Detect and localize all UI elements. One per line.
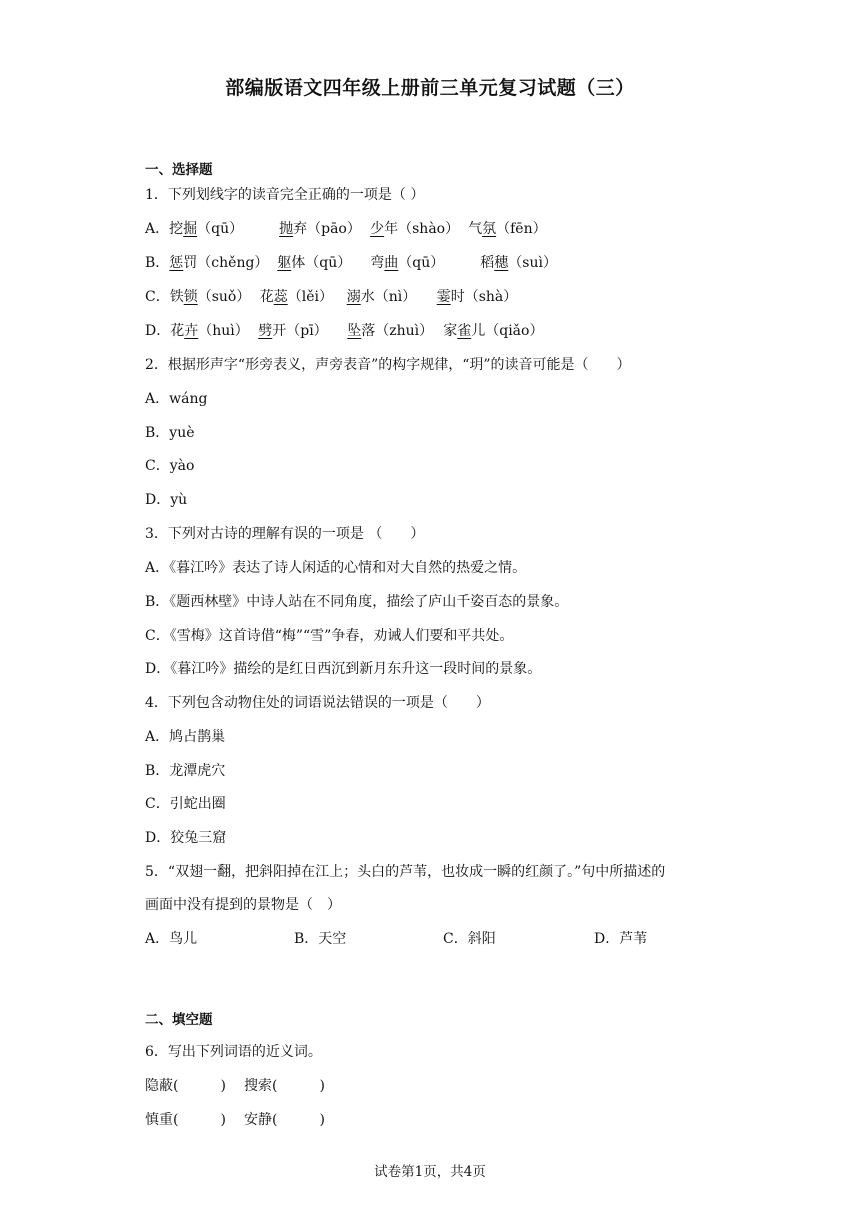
page-title: 部编版语文四年级上册前三单元复习试题（三） [225,77,635,99]
option-item: 花卉（huì） [170,323,249,339]
question-6-word-4: 安静( ) [244,1112,325,1128]
question-3-option-d: D．《暮江吟》描绘的是红日西沉到新月东升这一段时间的景象。 [145,661,542,677]
question-3-option-b: B．《题西林壁》中诗人站在不同角度，描绘了庐山千姿百态的景象。 [145,594,569,610]
page-footer: 试卷第1页，共4页 [374,1164,486,1180]
question-1-stem: 1．下列划线字的读音完全正确的一项是（ ） [145,187,425,203]
question-2-option-c: C．yào [145,458,195,474]
question-1-option-c [145,287,517,307]
question-5-option-d: D．芦苇 [594,931,648,947]
option-item: 霎时（shà） [436,289,518,305]
option-label: B． [145,255,170,271]
option-item: 坠落（zhuì） [347,323,434,339]
question-4-option-c: C．引蛇出圈 [145,796,226,812]
question-6-stem: 6．写出下列词语的近义词。 [145,1044,322,1060]
question-4-stem: 4．下列包含动物住处的词语说法错误的一项是（ ） [145,695,490,711]
question-5-option-a: A．鸟儿 [145,931,198,947]
question-3-stem: 3．下列对古诗的理解有误的一项是 （ ） [145,526,425,542]
question-6-word-2: 搜索( ) [244,1078,325,1094]
section-heading-fill: 二、填空题 [145,1012,213,1028]
option-label: D． [145,323,171,339]
question-2-option-d: D．yù [145,492,188,508]
option-item: 抛弃（pāo） [279,221,361,237]
option-item: 少年（shào） [370,221,460,237]
question-1-option-a [145,219,547,239]
option-item: 溺水（nì） [346,289,417,305]
option-item: 躯体（qū） [277,255,352,271]
question-1-option-d [145,321,543,341]
option-item: 铁锁（suǒ） [169,289,251,305]
question-1-option-b [145,253,557,273]
option-item: 劈开（pī） [258,323,328,339]
question-6-word-1: 隐蔽( ) [145,1078,226,1094]
question-5-stem-line-1: 5．“双翅一翻，把斜阳掉在江上；头白的芦苇，也妆成一瞬的红颜了。”句中所描述的 [145,864,666,880]
option-label: C． [145,289,170,305]
option-item: 惩罚（chěng） [169,255,269,271]
question-4-option-a: A．鸠占鹊巢 [145,729,226,745]
option-item: 家雀儿（qiǎo） [443,323,544,339]
question-3-option-a: A．《暮江吟》表达了诗人闲适的心情和对大自然的热爱之情。 [145,560,527,576]
question-2-option-b: B．yuè [145,425,195,441]
option-item: 稻穗（suì） [480,255,557,271]
question-4-option-b: B．龙潭虎穴 [145,763,226,779]
question-6-word-3: 慎重( ) [145,1112,226,1128]
question-5-option-b: B．天空 [294,931,347,947]
question-5-option-c: C．斜阳 [443,931,496,947]
question-2-option-a: A．wáng [145,391,208,407]
option-item: 气氛（fēn） [468,221,547,237]
question-3-option-c: C．《雪梅》这首诗借“梅”“雪”争春，劝诫人们要和平共处。 [145,628,514,644]
option-item: 花蕊（lěi） [259,289,333,305]
option-label: A． [145,221,170,237]
option-item: 挖掘（qū） [169,221,244,237]
option-item: 弯曲（qū） [370,255,445,271]
question-5-stem-line-2: 画面中没有提到的景物是（ ） [145,897,341,913]
section-heading-choice: 一、选择题 [145,162,213,178]
question-4-option-d: D．狡兔三窟 [145,830,227,846]
question-2-stem: 2．根据形声字“形旁表义，声旁表音”的构字规律，“玥”的读音可能是（ ） [145,357,631,373]
